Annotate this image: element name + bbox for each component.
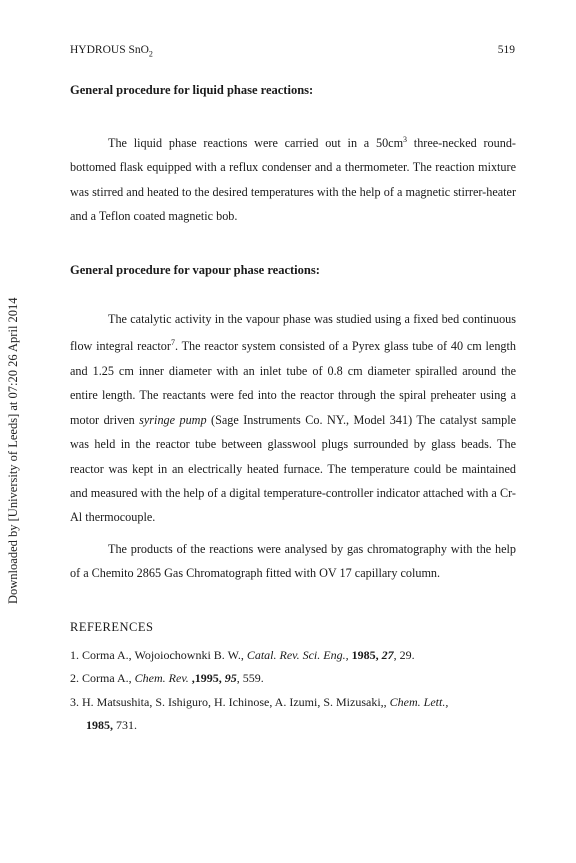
paragraph-analysis: The products of the reactions were analysed by gas chromatography with the help of a Chemito 2865 Gas Chromatograph fitted with OV 17 capillary column.: [70, 542, 516, 581]
reference-item: 1. Corma A., Wojoiochownki B. W., Catal. Rev. Sci. Eng., 1985, 27, 29.: [70, 648, 415, 662]
reference-item: 3. H. Matsushita, S. Ishiguro, H. Ichinose, A. Izumi, S. Mizusaki,, Chem. Lett., 1985, 731.: [70, 694, 449, 732]
paragraph-liquid-phase: The liquid phase reactions were carried out in a $50cm^3$ three-necked round-bottomed flask equipped with a reflux condenser and a thermometer. The reaction mixture was stirred and heated to the desired temperatures with the help of a magnetic stirrer-heater and a Teflon coated magnetic bob.: [70, 135, 516, 224]
section-heading-vapour-phase: General procedure for vapour phase reactions:: [70, 263, 320, 277]
references-list: [70, 644, 530, 737]
page-number: 519: [497, 44, 515, 56]
section-heading-liquid-phase: General procedure for liquid phase reactions:: [70, 83, 314, 97]
running-title: HYDROUS SnO$_2$: [70, 44, 153, 59]
reference-item: 2. Corma A., Chem. Rev. ,1995, 95, 559.: [70, 671, 264, 686]
references-title: REFERENCES: [70, 620, 154, 634]
download-watermark: Downloaded by [University of Leeds] at 07:20 26 April 2014: [6, 297, 20, 604]
paragraph-vapour-phase: The catalytic activity in the vapour phase was studied using a fixed bed continuous flow integral reactor$^7$. The reactor system consisted of a Pyrex glass tube of 40 cm length and 1.25 cm inner diameter with an inlet tube of 0.8 cm diameter spiralled around the entire length. The reactants were fed into the reactor through the spiral preheater using a motor driven syringe pump (Sage Instruments Co. NY., Model 341) The catalyst sample was held in the reactor tube between glasswool plugs surrounded by glass beads. The reactor was kept in an electrically heated furnace. The temperature could be maintained and measured with the help of a digital temperature-controller indicator attached with a Cr-Al thermocouple.: [70, 312, 517, 525]
